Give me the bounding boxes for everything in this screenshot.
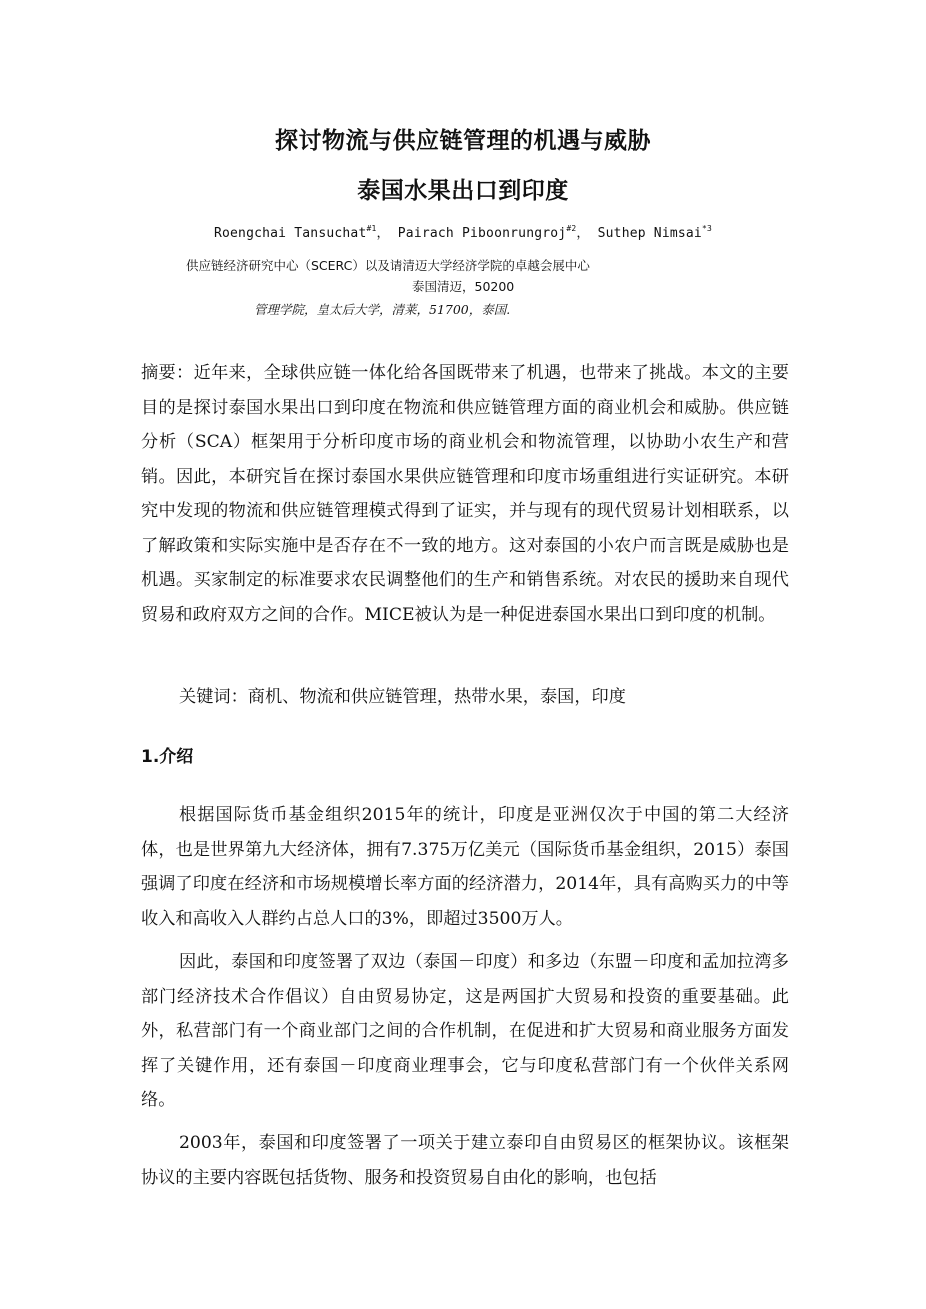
body-paragraph: 根据国际货币基金组织2015年的统计，印度是亚洲仅次于中国的第二大经济体，也是世界第九大经济体，拥有7.375万亿美元（国际货币基金组织，2015）泰国强调了印度在经济和市场规模增长率方面的经济潜力，2014年，具有高购买力的中等收入和高收入人群约占总人口的3%，即超过3500万人。 — [141, 805, 789, 929]
body-paragraph: 2003年，泰国和印度签署了一项关于建立泰印自由贸易区的框架协议。该框架协议的主要内容既包括货物、服务和投资贸易自由化的影响，也包括 — [141, 1133, 789, 1188]
author-list — [0, 222, 926, 241]
body-paragraph: 因此，泰国和印度签署了双边（泰国－印度）和多边（东盟－印度和孟加拉湾多部门经济技术合作倡议）自由贸易协定，这是两国扩大贸易和投资的重要基础。此外，私营部门有一个商业部门之间的合作机制，在促进和扩大贸易和商业服务方面发挥了关键作用，还有泰国－印度商业理事会，它与印度私营部门有一个伙伴关系网络。 — [141, 952, 789, 1110]
paper-title: 探讨物流与供应链管理的机遇与威胁 — [275, 128, 651, 154]
abstract-text: 摘要：近年来，全球供应链一体化给各国既带来了机遇，也带来了挑战。本文的主要目的是探讨泰国水果出口到印度在物流和供应链管理方面的商业机会和威胁。供应链分析（SCA）框架用于分析印度市场的商业机会和物流管理，以协助小农生产和营销。因此，本研究旨在探讨泰国水果供应链管理和印度市场重组进行实证研究。本研究中发现的物流和供应链管理模式得到了证实，并与现有的现代贸易计划相联系，以了解政策和实际实施中是否存在不一致的地方。这对泰国的小农户而言既是威胁也是机遇。买家制定的标准要求农民调整他们的生产和销售系统。对农民的援助来自现代贸易和政府双方之间的合作。MICE被认为是一种促进泰国水果出口到印度的机制。 — [141, 363, 789, 625]
author-mark: #2 — [566, 224, 577, 233]
affiliation-line: 泰国清迈，50200 — [412, 279, 515, 294]
author-separator: ， — [576, 226, 590, 241]
paper-subtitle: 泰国水果出口到印度 — [357, 178, 569, 204]
affiliation-line: 供应链经济研究中心（SCERC）以及请清迈大学经济学院的卓越会展中心 — [186, 258, 590, 273]
author-mark: #1 — [366, 224, 377, 233]
section-heading: 1.介绍 — [141, 747, 194, 767]
affiliation-line: 管理学院，皇太后大学，清莱，51700，泰国. — [254, 302, 511, 317]
keywords: 关键词：商机、物流和供应链管理，热带水果，泰国，印度 — [179, 687, 626, 707]
author-separator: ， — [376, 226, 390, 241]
author-name: Pairach Piboonrungroj — [397, 226, 567, 241]
author-name: Suthep Nimsai — [597, 226, 702, 241]
author-name: Roengchai Tansuchat — [213, 226, 367, 241]
author-mark: *3 — [701, 224, 713, 233]
